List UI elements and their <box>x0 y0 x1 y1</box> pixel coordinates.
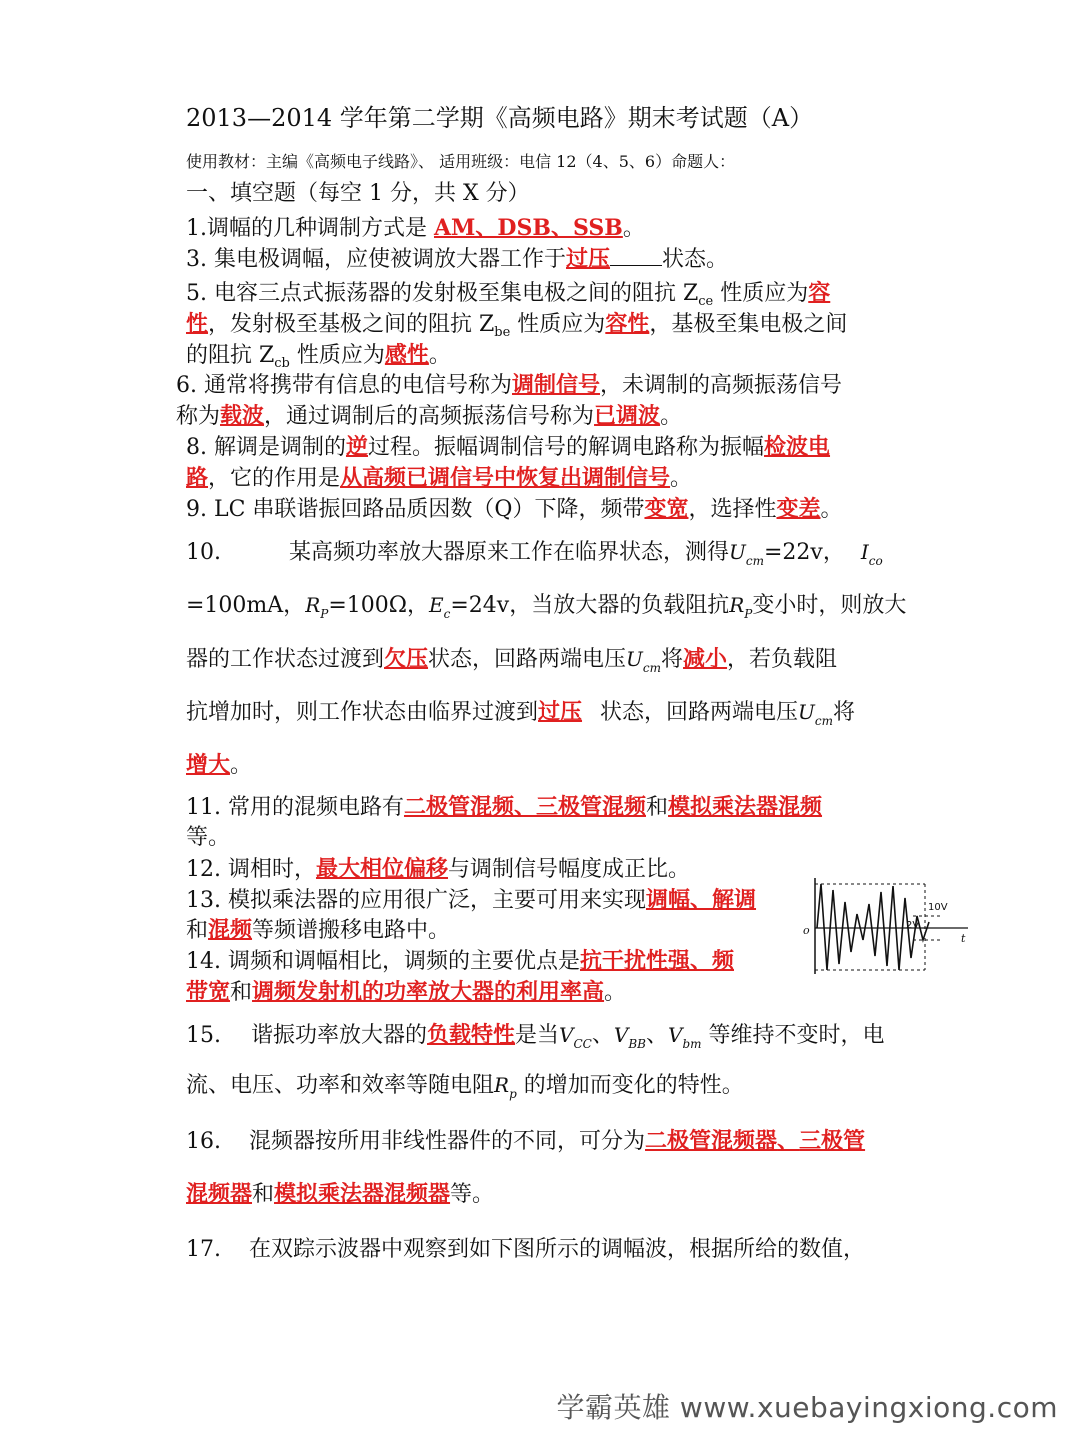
answer: 调制信号 <box>512 372 601 398</box>
answer: 减小 <box>683 646 728 672</box>
question-8-line-2: 路，它的作用是从高频已调信号中恢复出调制信号。 <box>186 465 693 491</box>
question-9: 9. LC 串联谐振回路品质因数（Q）下降，频带变宽，选择性变差。 <box>186 496 843 522</box>
label-2v: 2V <box>906 920 920 931</box>
answer: 二极管混频、三极管混频 <box>403 794 646 820</box>
question-10-line-3: 器的工作状态过渡到欠压状态，回路两端电压$U_{cm}$将减小，若负载阻 <box>186 646 838 675</box>
answer: 变差 <box>776 496 821 522</box>
answer: 检波电 <box>764 434 831 460</box>
am-waveform-figure <box>803 870 973 980</box>
answer: 从高频已调信号中恢复出调制信号 <box>340 465 671 491</box>
label-time: t <box>961 932 966 945</box>
answer: 过压 <box>538 699 583 725</box>
answer: 抗干扰性强、频 <box>579 948 734 974</box>
question-1: 1.调幅的几种调制方式是 AM、DSB、SSB。 <box>186 215 645 241</box>
question-6-line-2: 称为载波，通过调制后的高频振荡信号称为已调波。 <box>176 403 683 429</box>
label-origin: o <box>803 924 810 937</box>
question-10-line-1: 10. 某高频功率放大器原来工作在临界状态，测得$U_{cm}=22v$， $I_{co}$ <box>186 540 883 568</box>
question-10-line-4: 抗增加时，则工作状态由临界过渡到过压 状态，回路两端电压$U_{cm}$将 <box>186 699 856 728</box>
answer: 过压 <box>566 246 611 272</box>
question-14-line-2: 带宽和调频发射机的功率放大器的利用率高。 <box>186 979 627 1005</box>
answer: 二极管混频器 <box>645 1128 778 1154</box>
answer: 模拟乘法器混频器 <box>274 1181 451 1207</box>
answer: 模拟乘法器混频 <box>668 794 823 820</box>
question-10-line-5: 增大。 <box>186 752 253 778</box>
blank-line <box>610 247 662 266</box>
question-6-line-1: 6. 通常将携带有信息的电信号称为调制信号，未调制的高频振荡信号 <box>176 372 843 398</box>
answer: 载波 <box>220 403 265 429</box>
question-16-line-2: 混频器和模拟乘法器混频器等。 <box>186 1181 495 1207</box>
answer: 感性 <box>384 342 429 368</box>
answer: 变宽 <box>644 496 689 522</box>
answer: AM、DSB、SSB <box>433 215 623 241</box>
question-12: 12. 调相时，最大相位偏移与调制信号幅度成正比。 <box>186 856 691 882</box>
question-11-line-1: 11. 常用的混频电路有二极管混频、三极管混频和模拟乘法器混频 <box>186 794 823 820</box>
section-heading: 一、填空题（每空 1 分，共 X 分） <box>186 181 530 206</box>
question-5-line-1: 5. 电容三点式振荡器的发射极至集电极之间的阻抗 $Z_{ce}$ 性质应为容 <box>186 280 831 309</box>
answer: 欠压 <box>384 646 429 672</box>
answer: 逆 <box>345 434 368 460</box>
answer: 混频器 <box>186 1181 253 1207</box>
answer: 带宽 <box>186 979 231 1005</box>
question-15-line-2: 流、电压、功率和效率等随电阻$R_p$ 的增加而变化的特性。 <box>186 1073 744 1101</box>
question-15-line-1: 15. 谐振功率放大器的负载特性是当$V_{CC}$、$V_{BB}$、$V_{bm}$ 等维持不变时，电 <box>186 1022 885 1051</box>
page-title: 2013—2014 学年第二学期《高频电路》期末考试题（A） <box>186 104 814 132</box>
question-13-line-1: 13. 模拟乘法器的应用很广泛，主要可用来实现调幅、解调 <box>186 887 757 913</box>
answer: 已调波 <box>594 403 661 429</box>
answer: 三极管 <box>799 1128 866 1154</box>
question-5-line-2: 性，发射极至基极之间的阻抗 $Z_{be}$ 性质应为容性，基极至集电极之间 <box>186 311 848 340</box>
answer: 容 <box>808 280 831 306</box>
question-13-line-2: 和混频等频谱搬移电路中。 <box>186 917 451 943</box>
label-10v: 10V <box>928 902 948 913</box>
watermark: 学霸英雄 www.xuebayingxiong.com <box>556 1391 1058 1424</box>
question-5-line-3: 的阻抗 $Z_{cb}$ 性质应为感性。 <box>186 342 451 371</box>
answer: 增大 <box>186 752 231 778</box>
question-3: 3. 集电极调幅，应使被调放大器工作于过压 状态。 <box>186 246 729 272</box>
answer: 混频 <box>208 917 253 943</box>
question-11-line-2: 等。 <box>186 825 231 850</box>
question-10-line-2: =100mA，$R_P=100\Omega$，$E_c=24v$，当放大器的负载阻抗$R_P$变小时，则放大 <box>186 593 907 621</box>
answer: 负载特性 <box>427 1022 516 1048</box>
answer: 最大相位偏移 <box>315 856 448 882</box>
answer: 调幅 <box>645 887 690 913</box>
question-14-line-1: 14. 调频和调幅相比，调频的主要优点是抗干扰性强、频 <box>186 948 734 974</box>
question-8-line-1: 8. 解调是调制的逆过程。振幅调制信号的解调电路称为振幅检波电 <box>186 434 831 460</box>
answer: 调频发射机的功率放大器的利用率高 <box>252 979 605 1005</box>
answer: 容性 <box>605 311 650 337</box>
answer: 路 <box>186 465 209 491</box>
answer: 解调 <box>712 887 757 913</box>
answer: 性 <box>186 311 209 337</box>
exam-meta: 使用教材：主编《高频电子线路》、 适用班级：电信 12（4、5、6）命题人： <box>186 152 736 171</box>
question-16-line-1: 16. 混频器按所用非线性器件的不同，可分为二极管混频器、三极管 <box>186 1128 866 1154</box>
question-17: 17. 在双踪示波器中观察到如下图所示的调幅波，根据所给的数值， <box>186 1237 866 1262</box>
